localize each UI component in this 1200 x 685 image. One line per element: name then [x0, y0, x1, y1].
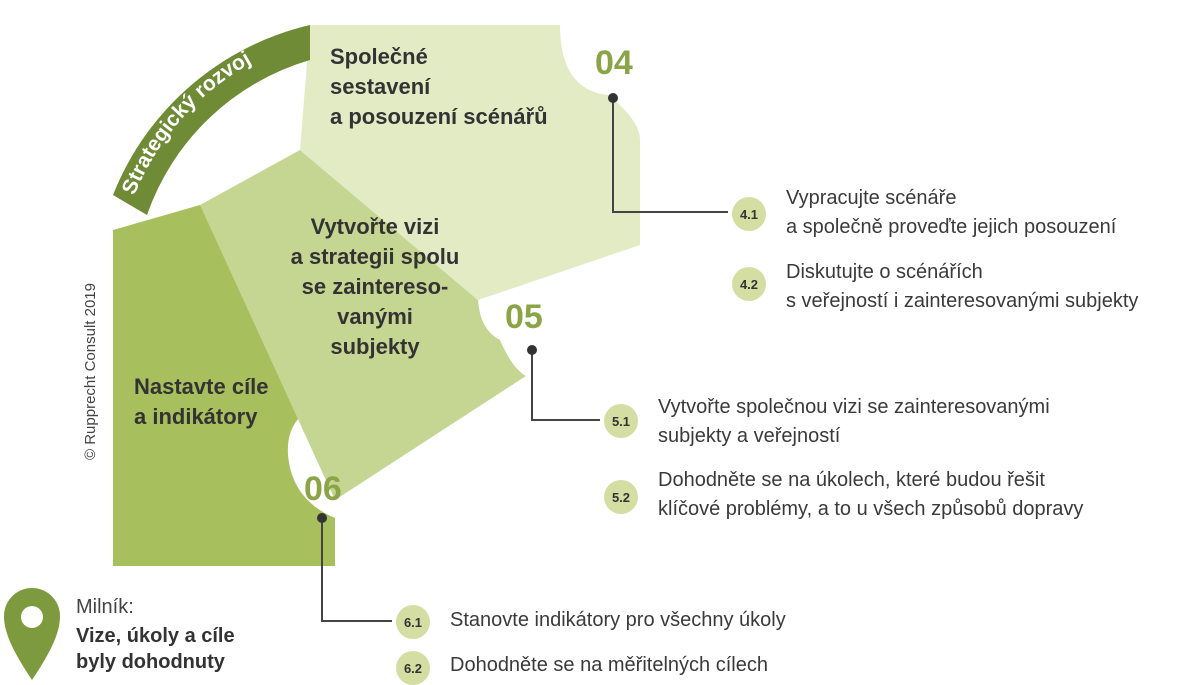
task-text-4-1: Vypracujte scénáře a společně proveďte jejich posouzení [786, 187, 1117, 238]
task-badge-6-1: 6.1 [396, 605, 430, 639]
step-number-05: 05 [505, 298, 543, 336]
task-badge-6-2: 6.2 [396, 651, 430, 685]
task-badge-5-2: 5.2 [604, 480, 638, 514]
milestone-text: Vize, úkoly a cíle byly dohodnuty [76, 625, 235, 673]
milestone-label: Milník: [76, 596, 134, 618]
connector-dot-04 [608, 93, 618, 103]
segment-04-title: Společné sestavení a posouzení scénářů [330, 44, 548, 129]
segment-06-title: Nastavte cíle a indikátory [134, 374, 269, 429]
task-badge-5-1: 5.1 [604, 404, 638, 438]
band-label: Strategický rozvoj [117, 46, 255, 198]
task-badge-4-1: 4.1 [732, 197, 766, 231]
task-text-4-2: Diskutujte o scénářích s veřejností i zainteresovanými subjekty [786, 261, 1139, 312]
task-badge-4-2: 4.2 [732, 267, 766, 301]
task-text-6-2: Dohodněte se na měřitelných cílech [450, 654, 768, 676]
step-number-04: 04 [595, 44, 633, 82]
connector-05 [532, 350, 600, 420]
step-number-06: 06 [304, 470, 342, 508]
map-pin-icon [4, 588, 60, 680]
task-text-6-1: Stanovte indikátory pro všechny úkoly [450, 609, 786, 631]
task-text-5-2: Dohodněte se na úkolech, které budou řešit klíčové problémy, a to u všech způsobů dopravy [658, 469, 1084, 520]
connector-dot-06 [317, 513, 327, 523]
connector-dot-05 [527, 345, 537, 355]
task-text-5-1: Vytvořte společnou vizi se zainteresovanými subjekty a veřejností [658, 396, 1050, 447]
copyright-note: © Rupprecht Consult 2019 [82, 283, 99, 460]
segment-05-title: Vytvořte vizi a strategii spolu se zaintereso- vanými subjekty [290, 214, 460, 359]
